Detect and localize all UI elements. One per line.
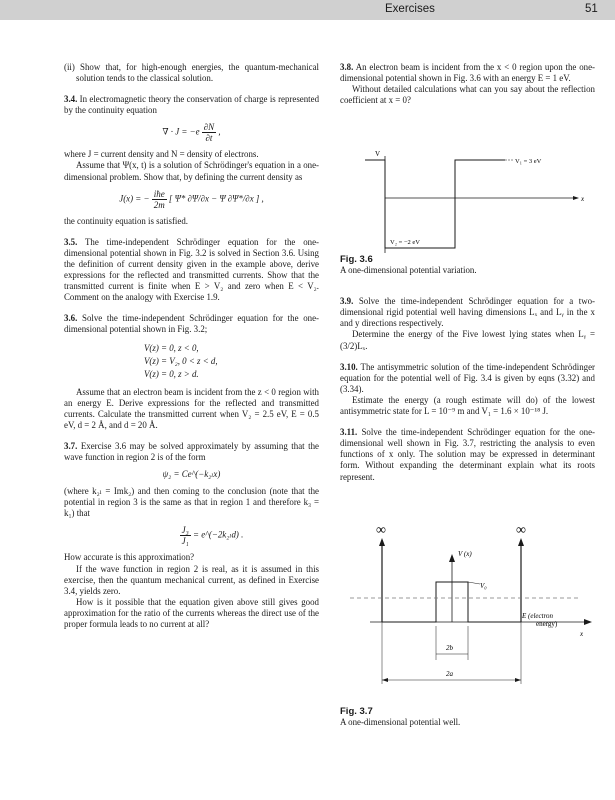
v1-label: V₁ = 3 eV — [515, 158, 542, 165]
continuity-equation: ∇ · J = −e $\frac{\partial N}{\partial t}$ , — [162, 122, 221, 144]
paragraph: How is it possible that the equation given above still gives good approximation for the ratio of the currents whereas the direct use of the proper formula leads to no current at all? — [64, 596, 319, 629]
exercise-text: The antisymmetric solution of the time-independent Schrödinger equation for the potential well of Fig. 3.4 is given by eqns (3.32) and (3.34). — [340, 361, 596, 394]
equation-line: V(z) = 0, z > d. — [144, 368, 199, 379]
exercise-3-11 — [340, 427, 595, 482]
exercise-text: Solve the time-independent Schrödinger equation for the one-dimensional well shown in Fig. 3.7, restricting the analysis to even functions of x only. The solution may be expressed in determinant form. Without expanding the determinant explain what its roots represent. — [340, 427, 596, 482]
right-column — [340, 62, 595, 106]
exercise-3-7 — [64, 441, 319, 463]
paragraph: If the wave function in region 2 is real, as it is assumed in this exercise, then the quantum mechanical current, as defined in Exercise 3.4, yields zero. — [64, 563, 319, 596]
exercise-number: 3.4. — [64, 94, 78, 105]
dim-2a-label: 2a — [446, 670, 453, 678]
fraction-numerator: ∂N — [203, 122, 215, 133]
equation-line: V(z) = V₂, 0 < z < d, — [144, 355, 218, 366]
exercise-3-5 — [64, 237, 319, 304]
header-title: Exercises — [385, 3, 435, 15]
fraction-numerator: iħe — [153, 188, 165, 199]
exercise-text: An electron beam is incident from the x < 0 region upon the one-dimensional potential shown in Fig. 3.6 with an energy E = 1 eV. — [340, 62, 595, 84]
exercise-number: 3.6. — [64, 313, 78, 324]
exercise-number: 3.11. — [340, 427, 358, 438]
exercise-text: Exercise 3.6 may be solved approximately by assuming that the wave function in region 2 is of the form — [64, 440, 319, 462]
paragraph: the continuity equation is satisfied. — [64, 215, 188, 226]
current-density-equation — [64, 189, 319, 210]
figure-3-7-caption-block — [340, 702, 595, 728]
x-axis-label: x — [580, 630, 584, 638]
fraction-denominator: J₁ — [181, 536, 189, 547]
equation-lhs: ∇ · J = −e — [162, 126, 200, 137]
fraction — [152, 189, 167, 210]
exercise-3-3-part-ii: (ii) Show that, for high-enough energies, the quantum-mechanical solution tends to the classical solution. — [64, 62, 319, 84]
infinity-right-label: ∞ — [516, 523, 526, 538]
energy-label-cont: energy) — [536, 620, 558, 628]
wavefunction-equation: ψ₂ = Ce^(−k₂ₗx) — [162, 469, 221, 480]
exercise-text: In electromagnetic theory the conservation of charge is represented by the continuity equation — [64, 94, 320, 116]
paragraph: where J = current density and N = density of electrons. — [64, 149, 259, 160]
right-column-lower — [340, 250, 595, 483]
energy-label: E (electron — [522, 612, 554, 620]
fraction — [180, 525, 191, 546]
v0-label: V₀ — [480, 582, 487, 590]
exercise-number: 3.5. — [64, 236, 78, 247]
v2-label: V₂ = −2 eV — [390, 239, 420, 246]
paragraph: Assume that an electron beam is incident from the z < 0 region with an energy E. Derive expressions for the reflected and transmitted currents. Calculate the transmitted current when V₂ = 2.5 eV, E = 0.5 eV, d = 2 Å, and d = 20 Å. — [64, 386, 319, 430]
infinity-left-label: ∞ — [376, 523, 386, 538]
current-ratio-equation — [104, 525, 319, 546]
potential-profile — [365, 160, 505, 248]
exercise-number: 3.8. — [340, 62, 354, 72]
fraction-denominator: ∂t — [205, 133, 213, 144]
equation-rhs: = e^(−2k₂ₗd) . — [193, 529, 244, 540]
x-axis-label: x — [581, 195, 585, 203]
exercise-number: 3.9. — [340, 296, 354, 307]
up-arrow-icon — [518, 538, 524, 546]
paragraph: How accurate is this approximation? — [64, 552, 195, 563]
v-axis-label: V — [375, 150, 381, 158]
figure-3-7-diagram — [340, 522, 600, 690]
exercise-text: Solve the time-independent Schrödinger equation for a two-dimensional rigid potential well having dimensions Lₓ and Lᵧ in the x and y directions respectively. — [340, 296, 596, 329]
paragraph: Without detailed calculations what can you say about the reflection coefficient at x = 0? — [340, 84, 595, 106]
page-number: 51 — [585, 3, 598, 15]
running-header — [0, 0, 615, 20]
exercise-text: The time-independent Schrödinger equation for the one-dimensional potential shown in Fig. 3.2 is solved in Section 3.6. Using the definition of current density given in the example above, derive expressions for the reflected and transmitted currents. Show that the transmitted current is finite when E > V₂ and zero when E < V₂. Comment on the analogy with Exercise 1.9. — [64, 236, 319, 303]
exercise-3-8 — [340, 62, 595, 84]
potential-definition — [144, 342, 319, 381]
exercise-number: 3.7. — [64, 440, 78, 451]
paragraph: Determine the energy of the Five lowest lying states when Lᵧ = (3/2)Lₓ. — [340, 329, 595, 351]
figure-3-7-title: Fig. 3.7 — [340, 706, 373, 717]
v-axis-arrow-icon — [449, 554, 455, 562]
up-arrow-icon — [379, 538, 385, 546]
paragraph: (where k₂ₗ = Imk₂) and then coming to the conclusion (note that the potential in region 3 is the same as that in region 1 and therefore k₃ = k₁) that — [64, 486, 319, 519]
x-axis-arrow-icon — [584, 619, 592, 625]
exercise-3-9 — [340, 296, 595, 329]
fraction-numerator: J₃ — [181, 525, 189, 536]
figure-3-6-caption: A one-dimensional potential variation. — [340, 265, 477, 276]
equation-lhs: J(x) = − — [119, 193, 150, 204]
arrow-left-icon — [382, 678, 388, 682]
exercise-text: Solve the time-independent Schrödinger equation for the one-dimensional potential shown in Fig. 3.2; — [64, 313, 319, 335]
figure-3-6-title: Fig. 3.6 — [340, 254, 373, 265]
exercise-3-4 — [64, 94, 319, 116]
exercise-number: 3.10. — [340, 361, 358, 372]
exercise-3-10 — [340, 362, 595, 395]
figure-3-7-caption: A one-dimensional potential well. — [340, 717, 461, 728]
paragraph: Estimate the energy (a rough estimate will do) of the lowest antisymmetric state for L = 10⁻⁹ m and V₁ = 1.6 × 10⁻¹⁸ J. — [340, 394, 595, 417]
equation-body: [ Ψ* ∂Ψ/∂x − Ψ ∂Ψ*/∂x ] , — [168, 193, 264, 204]
dim-2b-label: 2b — [446, 644, 453, 652]
figure-3-6-diagram — [355, 148, 595, 258]
fraction-denominator: 2m — [153, 199, 165, 210]
exercise-3-6 — [64, 313, 319, 335]
v-axis-label: V (x) — [458, 550, 472, 558]
potential-barrier — [382, 582, 521, 622]
fraction — [202, 122, 216, 143]
x-axis-arrow-icon — [573, 196, 579, 200]
equation-line: V(z) = 0, z < 0, — [144, 342, 199, 353]
left-column — [64, 62, 319, 630]
arrow-right-icon — [515, 678, 521, 682]
leader-line — [468, 582, 480, 584]
paragraph: Assume that Ψ(x, t) is a solution of Schrödinger's equation in a one-dimensional problem. Show that, by defining the current density as — [64, 160, 319, 182]
